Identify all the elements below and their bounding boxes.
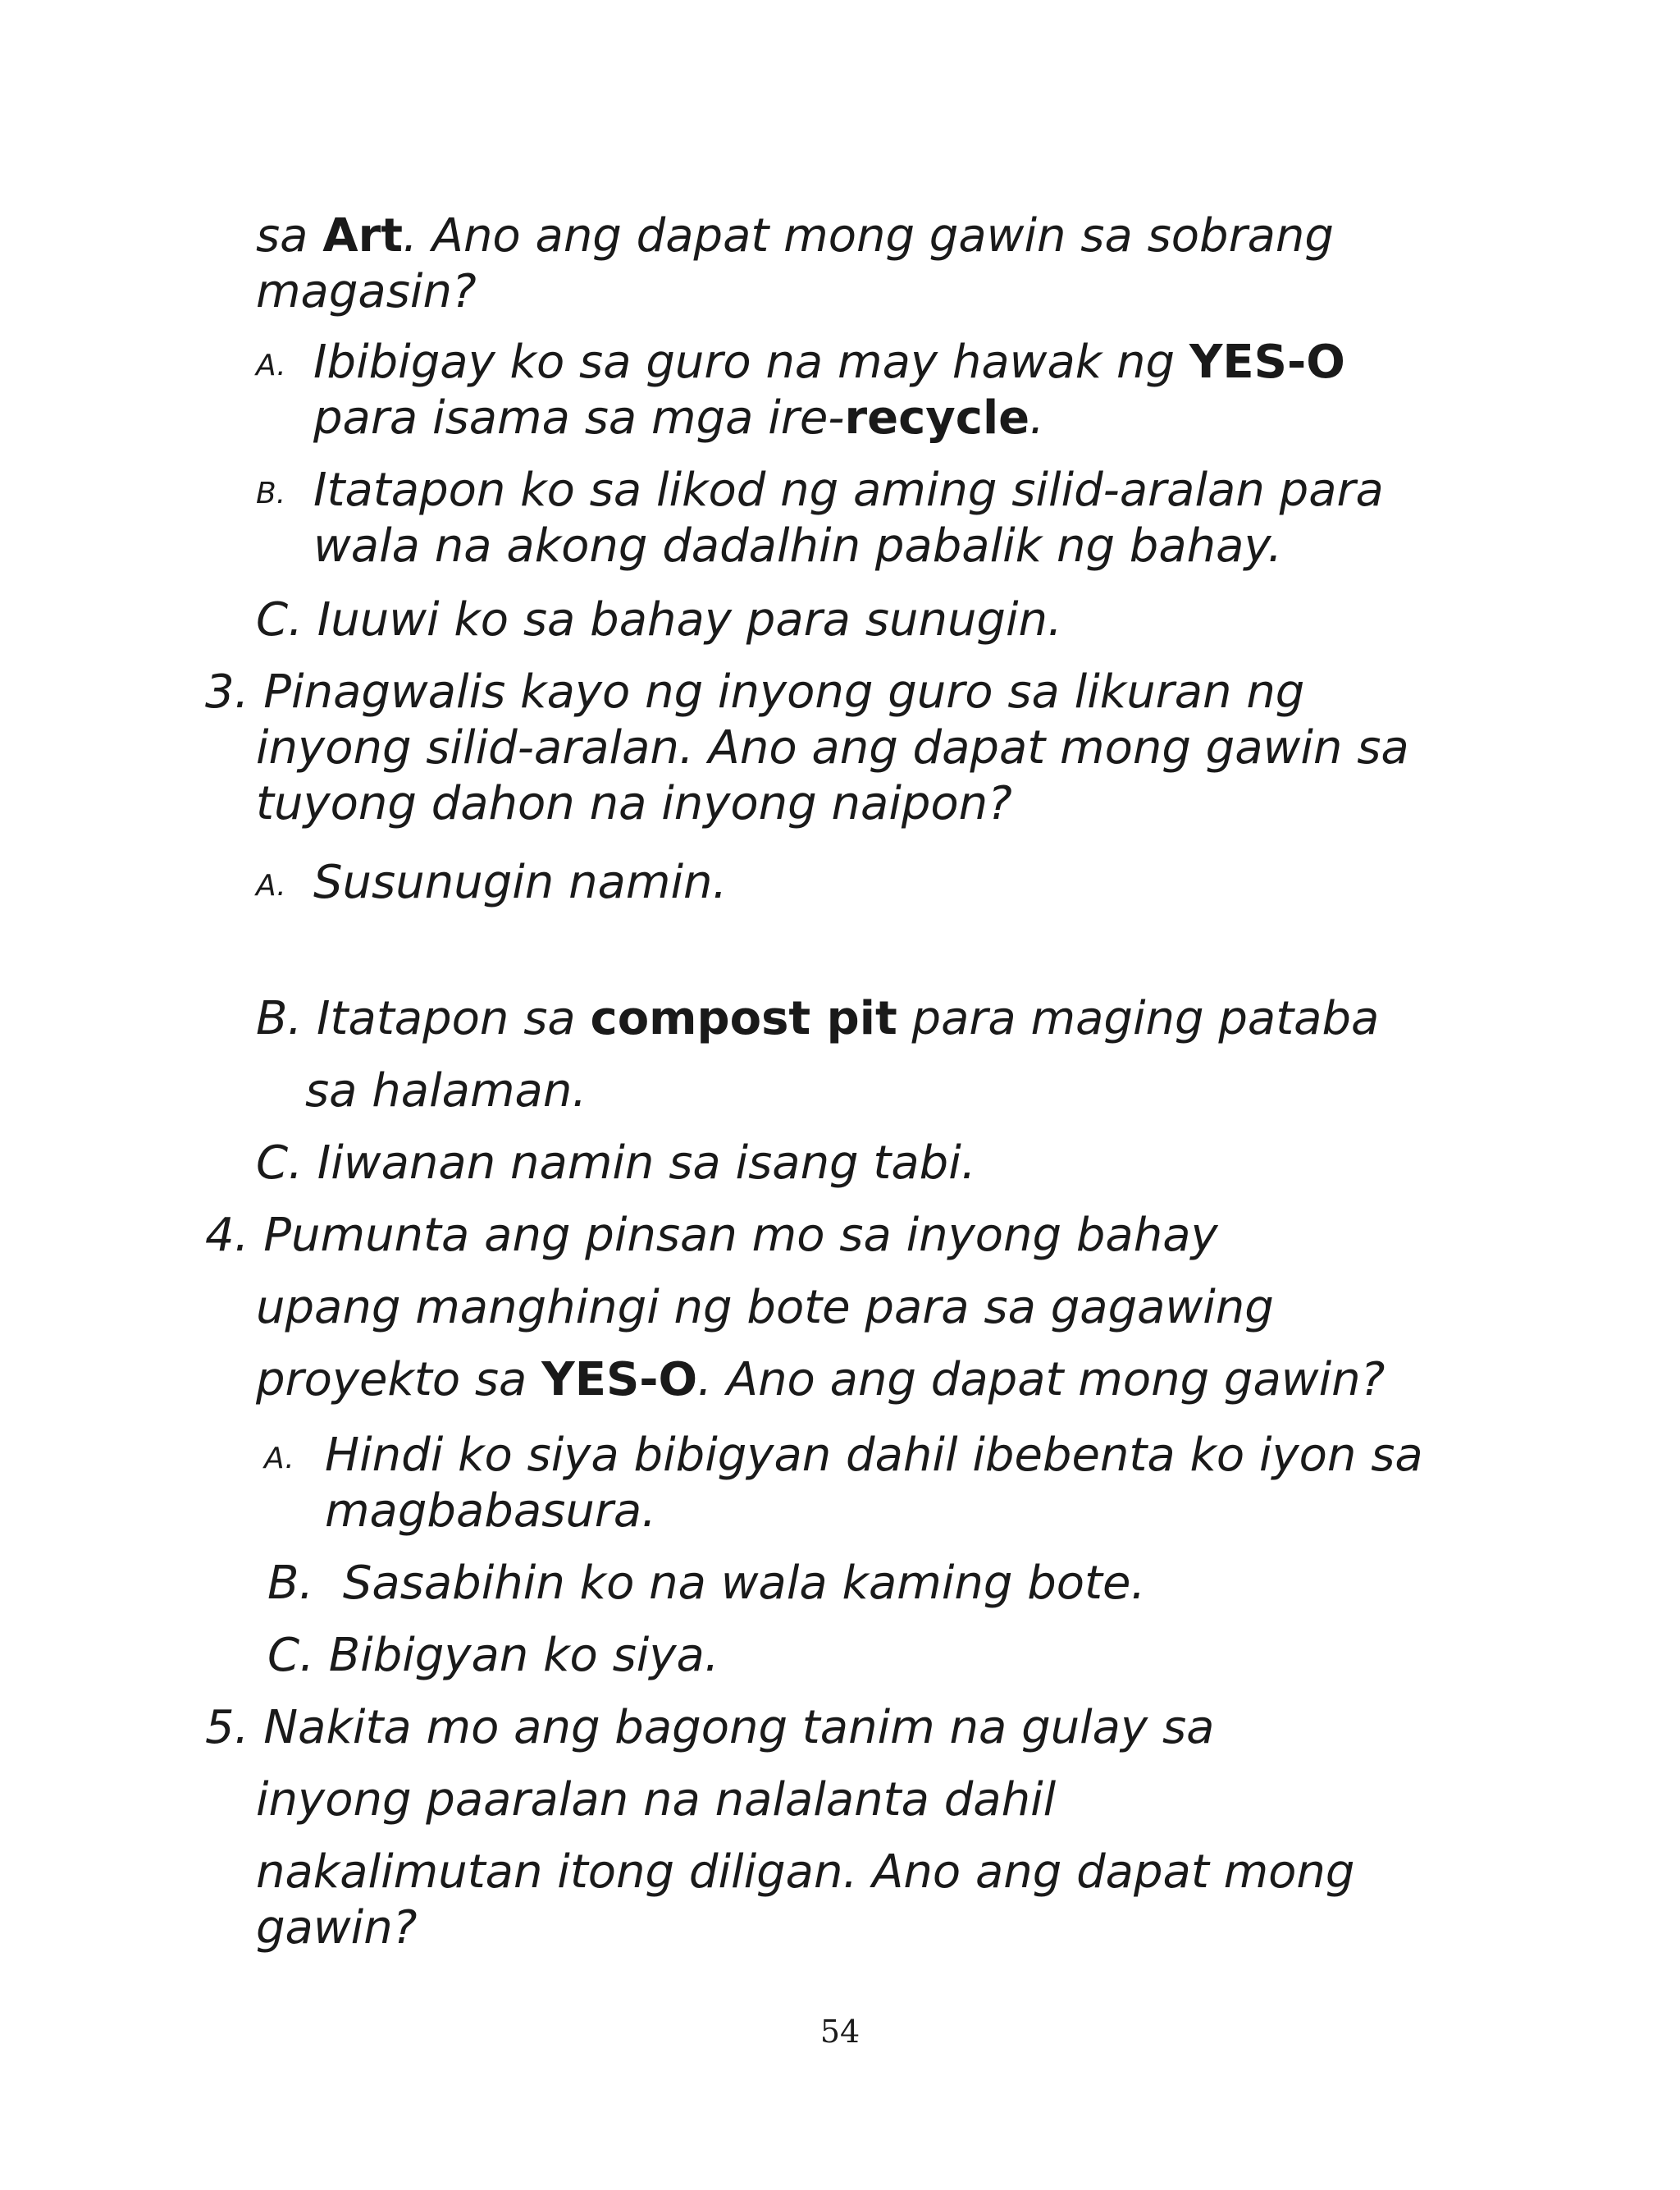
q3-line-1: 3. Pinagwalis kayo ng inyong guro sa likuran ng: [205, 665, 1305, 719]
q2-choice-b-line-1: Itatapon ko sa likod ng aming silid-aralan para: [313, 464, 1384, 517]
q2-bold-recycle: recycle: [844, 391, 1030, 445]
q2-choice-c-letter: C.: [256, 593, 303, 647]
q3-line-2: inyong silid-aralan. Ano ang dapat mong gawin sa: [256, 721, 1409, 775]
q4-choice-b-letter: B.: [267, 1557, 314, 1610]
q2-bold-art: Art: [322, 209, 404, 263]
q4-choice-a-line-1: Hindi ko siya bibigyan dahil ibebenta ko iyon sa: [325, 1429, 1423, 1482]
q4-line-1: 4. Pumunta ang pinsan mo sa inyong bahay: [205, 1209, 1218, 1262]
q2-choice-a-letter: A.: [256, 349, 286, 382]
q4-choice-a-line-2: magbabasura.: [325, 1484, 656, 1538]
q4-choice-c: C. Bibigyan ko siya.: [267, 1629, 719, 1682]
q4-line-3: proyekto sa YES-O. Ano ang dapat mong gawin?: [256, 1353, 1386, 1406]
q5-number: 5.: [205, 1701, 249, 1754]
q5-line-4: gawin?: [256, 1901, 418, 1955]
q2-choice-b-letter: B.: [256, 477, 286, 510]
q2-stem-line-2: magasin?: [256, 265, 477, 318]
q4-number: 4.: [205, 1209, 249, 1262]
q2-choice-c: C. Iuuwi ko sa bahay para sunugin.: [256, 593, 1062, 647]
q4-choice-c-letter: C.: [267, 1629, 314, 1682]
q5-line-1: 5. Nakita mo ang bagong tanim na gulay sa: [205, 1701, 1215, 1754]
q2-choice-a-line-1: Ibibigay ko sa guro na may hawak ng YES-O: [313, 336, 1345, 389]
q5-line-2: inyong paaralan na nalalanta dahil: [256, 1773, 1057, 1827]
q4-line-2: upang manghingi ng bote para sa gagawing: [256, 1281, 1274, 1334]
q3-bold-compost-pit: compost pit: [590, 992, 897, 1045]
q3-choice-b-line-1: B. Itatapon sa compost pit para maging pataba: [256, 992, 1380, 1045]
q4-choice-b: B. Sasabihin ko na wala kaming bote.: [267, 1557, 1146, 1610]
q3-choice-c-letter: C.: [256, 1136, 303, 1190]
q3-number: 3.: [205, 665, 249, 719]
q3-choice-a-text: Susunugin namin.: [313, 856, 728, 909]
q3-choice-b-letter: B.: [256, 992, 303, 1045]
q5-line-3: nakalimutan itong diligan. Ano ang dapat mong: [256, 1845, 1355, 1899]
q4-bold-yeso: YES-O: [541, 1353, 698, 1406]
q2-choice-b-line-2: wala na akong dadalhin pabalik ng bahay.: [313, 519, 1283, 573]
q3-choice-c: C. Iiwanan namin sa isang tabi.: [256, 1136, 976, 1190]
q2-bold-yeso: YES-O: [1189, 336, 1345, 389]
q4-choice-a-letter: A.: [264, 1442, 294, 1475]
q3-choice-a-letter: A.: [256, 869, 286, 903]
q3-line-3: tuyong dahon na inyong naipon?: [256, 777, 1012, 830]
page-number: 54: [819, 2014, 861, 2050]
q3-choice-b-line-2: sa halaman.: [305, 1064, 587, 1118]
q2-stem-line-1: sa Art. Ano ang dapat mong gawin sa sobrang: [256, 209, 1334, 263]
q2-choice-a-line-2: para isama sa mga ire-recycle.: [313, 391, 1044, 445]
